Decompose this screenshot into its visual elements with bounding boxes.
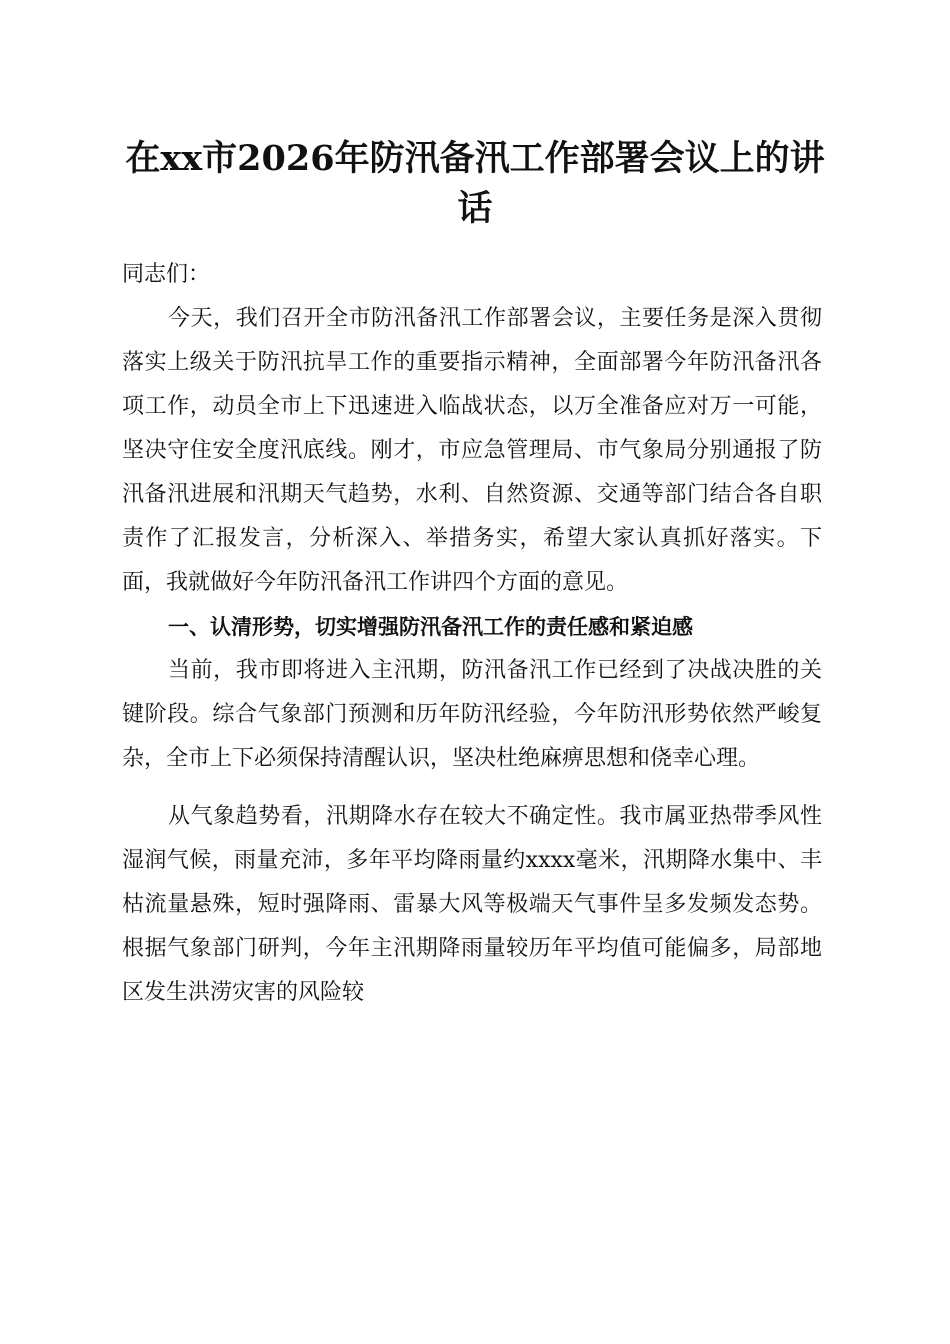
section-heading-1: 一、认清形势，切实增强防汛备汛工作的责任感和紧迫感	[168, 615, 693, 639]
document-title: 在xx市2026年防汛备汛工作部署会议上的讲话	[125, 138, 825, 229]
paragraph-spacer	[122, 781, 822, 795]
paragraph-weather: 从气象趋势看，汛期降水存在较大不确定性。我市属亚热带季风性湿润气候，雨量充沛，多年平均降雨量约xxxx毫米，汛期降水集中、丰枯流量悬殊，短时强降雨、雷暴大风等极端天气事件呈多发频发态势。根据气象部门研判，今年主汛期降雨量较历年平均值可能偏多，局部地区发生洪涝灾害的风险较	[122, 804, 822, 1005]
paragraph-intro: 今天，我们召开全市防汛备汛工作部署会议，主要任务是深入贯彻落实上级关于防汛抗旱工作的重要指示精神，全面部署今年防汛备汛各项工作，动员全市上下迅速进入临战状态，以万全准备应对万一可能，坚决守住安全度汛底线。刚才，市应急管理局、市气象局分别通报了防汛备汛进展和汛期天气趋势，水利、自然资源、交通等部门结合各自职责作了汇报发言，分析深入、举措务实，希望大家认真抓好落实。下面，我就做好今年防汛备汛工作讲四个方面的意见。	[122, 306, 822, 595]
paragraph-situation: 当前，我市即将进入主汛期，防汛备汛工作已经到了决战决胜的关键阶段。综合气象部门预测和历年防汛经验，今年防汛形势依然严峻复杂，全市上下必须保持清醒认识，坚决杜绝麻痹思想和侥幸心理。	[122, 658, 822, 771]
document-body	[122, 253, 822, 1015]
salutation: 同志们：	[122, 262, 211, 287]
